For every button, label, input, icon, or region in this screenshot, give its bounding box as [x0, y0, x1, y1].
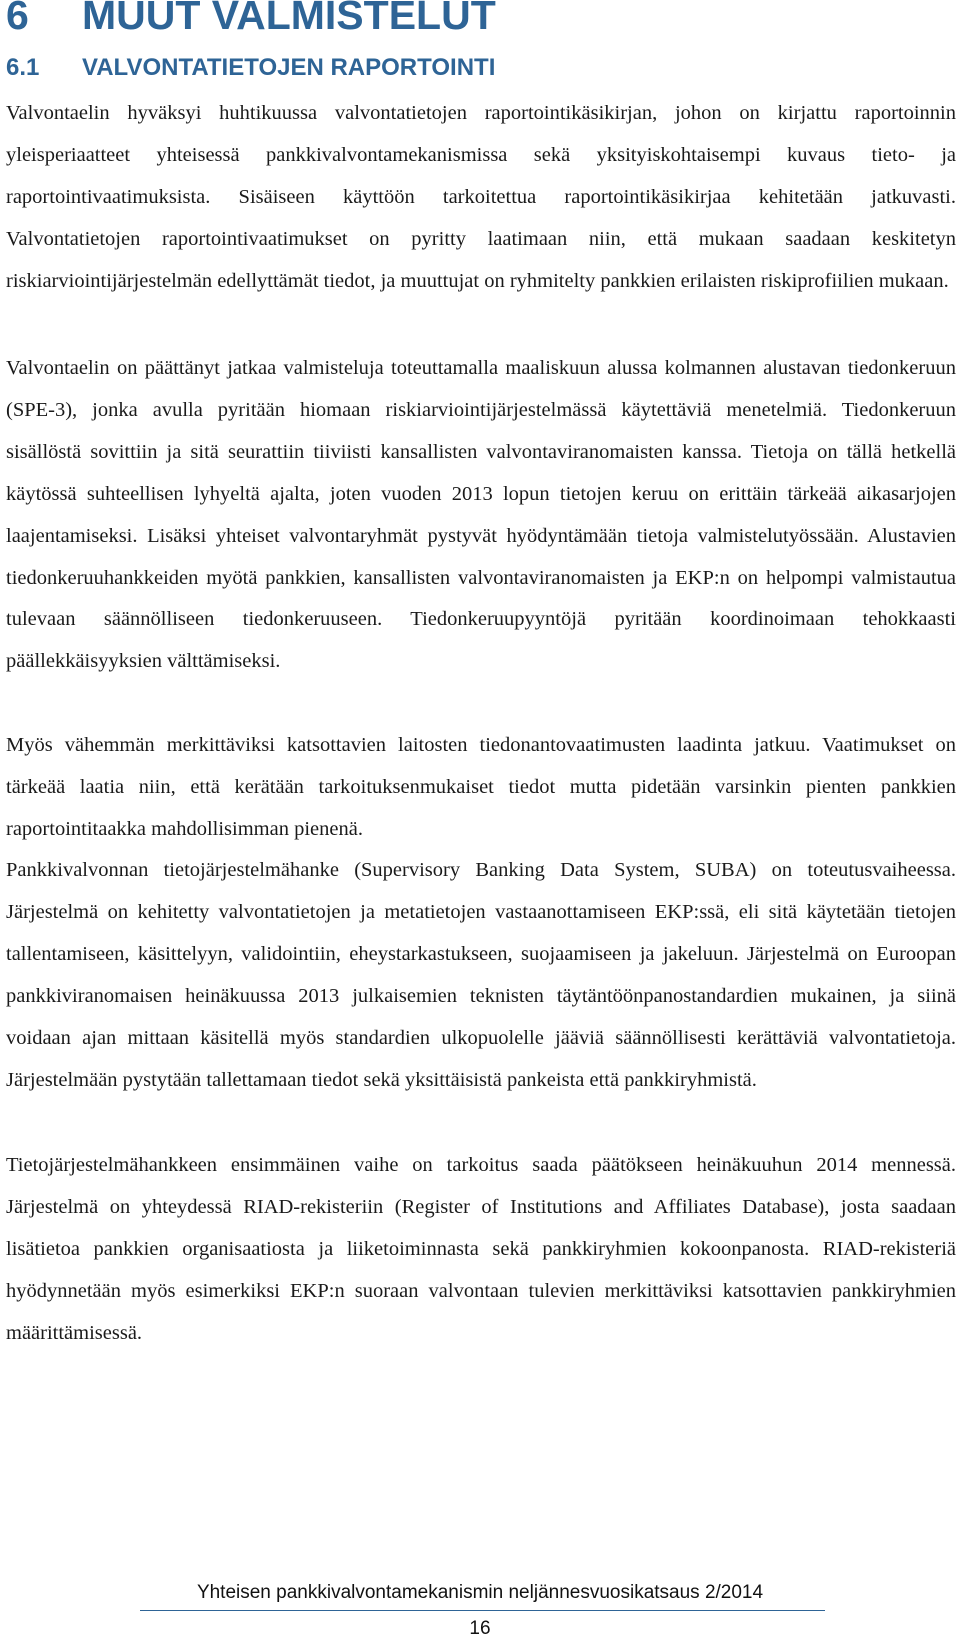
- chapter-heading: [6, 0, 496, 40]
- paragraph-5: Tietojärjestelmähankkeen ensimmäinen vaihe on tarkoitus saada päätökseen heinäkuuhun 2014 mennessä. Järjestelmä on yhteydessä RIAD-rekisteriin (Register of Institutions and Affiliates Database), josta saadaan lisätietoa pankkien organisaatiosta ja liiketoiminnasta sekä pankkiryhmien kokoonpanosta. RIAD-rekisteriä hyödynnetään myös esimerkiksi EKP:n suoraan valvontaan tulevien merkittäviksi katsottavien pankkiryhmien määrittämisessä.: [6, 1154, 956, 1344]
- page-number: 16: [469, 1618, 491, 1639]
- body-block-3: [6, 725, 956, 851]
- chapter-number: 6: [6, 0, 29, 38]
- footer-title: Yhteisen pankkivalvontamekanismin neljännesvuosikatsaus 2/2014: [196, 1582, 764, 1603]
- paragraph-3: Myös vähemmän merkittäviksi katsottavien laitosten tiedonantovaatimusten laadinta jatkuu. Vaatimukset on tärkeää laatia niin, että kerätään tarkoituksenmukaiset tiedot mutta pidetään varsinkin pienten pankkien raportointitaakka mahdollisimman pienenä.: [6, 734, 956, 840]
- body-block-4: [6, 850, 956, 1101]
- section-heading: [6, 52, 495, 84]
- section-title: VALVONTATIETOJEN RAPORTOINTI: [82, 54, 496, 81]
- paragraph-2: Valvontaelin on päättänyt jatkaa valmisteluja toteuttamalla maaliskuun alussa kolmannen alustavan tiedonkeruun (SPE-3), jonka avulla pyritään hiomaan riskiarviointijärjestelmässä käytettäviä menetelmiä. Tiedonkeruun sisällöstä sovittiin ja sitä seurattiin tiiviisti kansallisten valvontaviranomaisten kanssa. Tietoja on tällä hetkellä käytössä suhteellisen lyhyeltä ajalta, joten vuoden 2013 lopun tietojen keruu on erittäin tärkeää aikasarjojen laajentamiseksi. Lisäksi yhteiset valvontaryhmät pystyvät hyödyntämään tietoja valmistelutyössään. Alustavien tiedonkeruuhankkeiden myötä pankkien, kansallisten valvontaviranomaisten ja EKP:n on helpompi valmistautua tulevaan säännölliseen tiedonkeruuseen. Tiedonkeruupyyntöjä pyritään koordinoimaan tehokkaasti päällekkäisyyksien välttämiseksi.: [6, 357, 956, 673]
- paragraph-1: Valvontaelin hyväksyi huhtikuussa valvontatietojen raportointikäsikirjan, johon on kirjattu raportoinnin yleisperiaatteet yhteisessä pankkivalvontamekanismissa sekä yksityiskohtaisempi kuvaus tieto- ja raportointivaatimuksista. Sisäiseen käyttöön tarkoitettua raportointikäsikirjaa kehitetään jatkuvasti. Valvontatietojen raportointivaatimukset on pyritty laatimaan niin, että mukaan saadaan keskitetyn riskiarviointijärjestelmän edellyttämät tiedot, ja muuttujat on ryhmitelty pankkien erilaisten riskiprofiilien mukaan.: [6, 102, 956, 292]
- section-number: 6.1: [6, 54, 40, 81]
- chapter-title: MUUT VALMISTELUT: [82, 0, 496, 38]
- footer-divider: [140, 1610, 825, 1611]
- paragraph-4: Pankkivalvonnan tietojärjestelmähanke (Supervisory Banking Data System, SUBA) on toteutusvaiheessa. Järjestelmä on kehitetty valvontatietojen ja metatietojen vastaanottamiseen EKP:ssä, eli sitä käytetään tietojen tallentamiseen, käsittelyyn, validointiin, eheystarkastukseen, suojaamiseen ja jakeluun. Järjestelmä on Euroopan pankkiviranomaisen heinäkuussa 2013 julkaisemien teknisten täytäntöönpanostandardien mukainen, ja siinä voidaan ajan mittaan käsitellä myös standardien ulkopuolelle jääviä säännöllisesti kerättäviä valvontatietoja. Järjestelmään pystytään tallettamaan tiedot sekä yksittäisistä pankeista että pankkiryhmistä.: [6, 859, 956, 1091]
- body-block-2: [6, 348, 956, 683]
- body-block-5: [6, 1145, 956, 1355]
- body-block-1: [6, 93, 956, 303]
